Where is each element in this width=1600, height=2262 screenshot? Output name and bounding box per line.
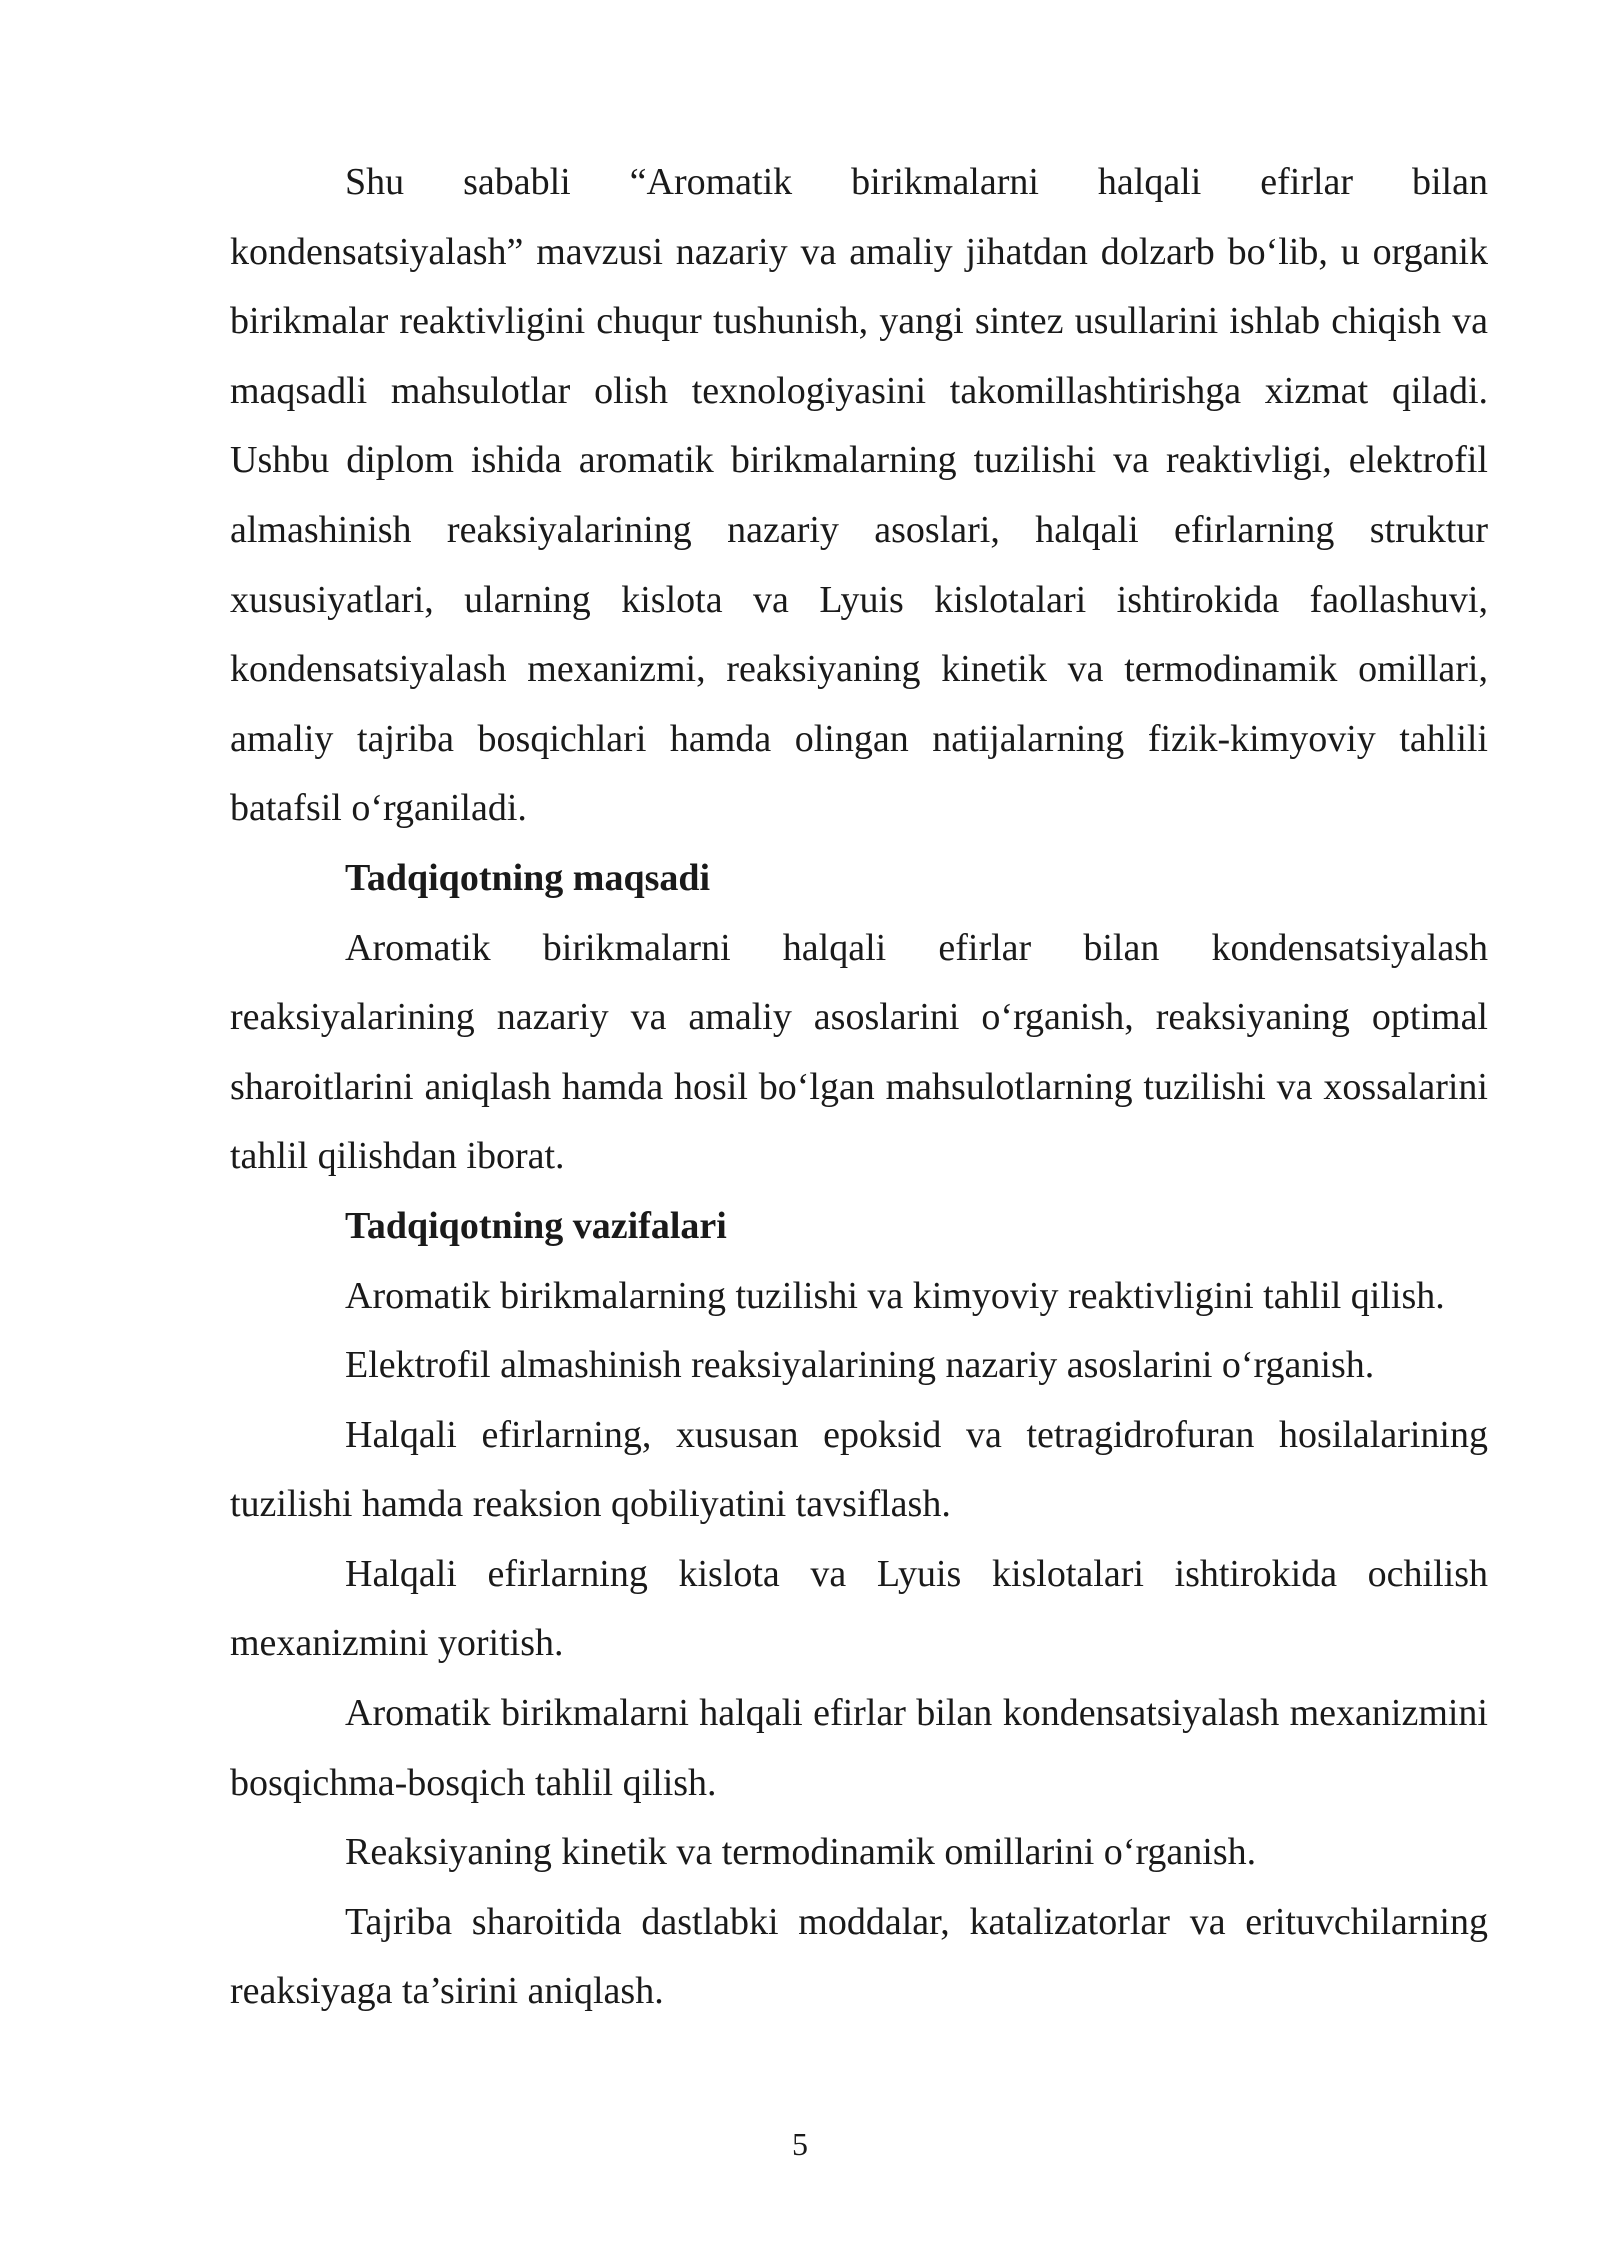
task-item: Elektrofil almashinish reaksiyalarining nazariy asoslarini o‘rganish. [345,1344,1375,1387]
task-item: Tajriba sharoitida dastlabki moddalar, katalizatorlar va erituvchilarning reaksiyaga ta’sirini aniqlash. [230,1900,1488,2013]
task-item: Halqali efirlarning kislota va Lyuis kislotalari ishtirokida ochilish mexanizmini yoritish. [230,1552,1488,1665]
goal-heading: Tadqiqotning maqsadi [345,856,711,899]
task-item: Aromatik birikmalarning tuzilishi va kimyoviy reaktivligini tahlil qilish. [345,1274,1445,1317]
intro-paragraph: Shu sababli “Aromatik birikmalarni halqali efirlar bilan kondensatsiyalash” mavzusi nazariy va amaliy jihatdan dolzarb bo‘lib, u organik birikmalar reaktivligini chuqur tushunish, yangi sintez usullarini ishlab chiqish va maqsadli mahsulotlar olish texnologiyasini takomillashtirishga xizmat qiladi. Ushbu diplom ishida aromatik birikmalarning tuzilishi va reaktivligi, elektrofil almashinish reaksiyalarining nazariy asoslari, halqali efirlarning struktur xususiyatlari, ularning kislota va Lyuis kislotalari ishtirokida faollashuvi, kondensatsiyalash mexanizmi, reaksiyaning kinetik va termodinamik omillari, amaliy tajriba bosqichlari hamda olingan natijalarning fizik-kimyoviy tahlili batafsil o‘rganiladi. [230,161,1488,830]
document-page [230,148,1488,2027]
goal-paragraph: Aromatik birikmalarni halqali efirlar bilan kondensatsiyalash reaksiyalarining nazariy va amaliy asoslarini o‘rganish, reaksiyaning optimal sharoitlarini aniqlash hamda hosil bo‘lgan mahsulotlarning tuzilishi va xossalarini tahlil qilishdan iborat. [230,926,1488,1178]
page-number: 5 [792,2126,808,2162]
task-item: Reaksiyaning kinetik va termodinamik omillarini o‘rganish. [345,1831,1257,1874]
tasks-heading: Tadqiqotning vazifalari [345,1204,727,1247]
task-item: Halqali efirlarning, xususan epoksid va tetragidrofuran hosilalarining tuzilishi hamda reaksion qobiliyatini tavsiflash. [230,1413,1488,1526]
task-item: Aromatik birikmalarni halqali efirlar bilan kondensatsiyalash mexanizmini bosqichma-bosqich tahlil qilish. [230,1692,1488,1804]
